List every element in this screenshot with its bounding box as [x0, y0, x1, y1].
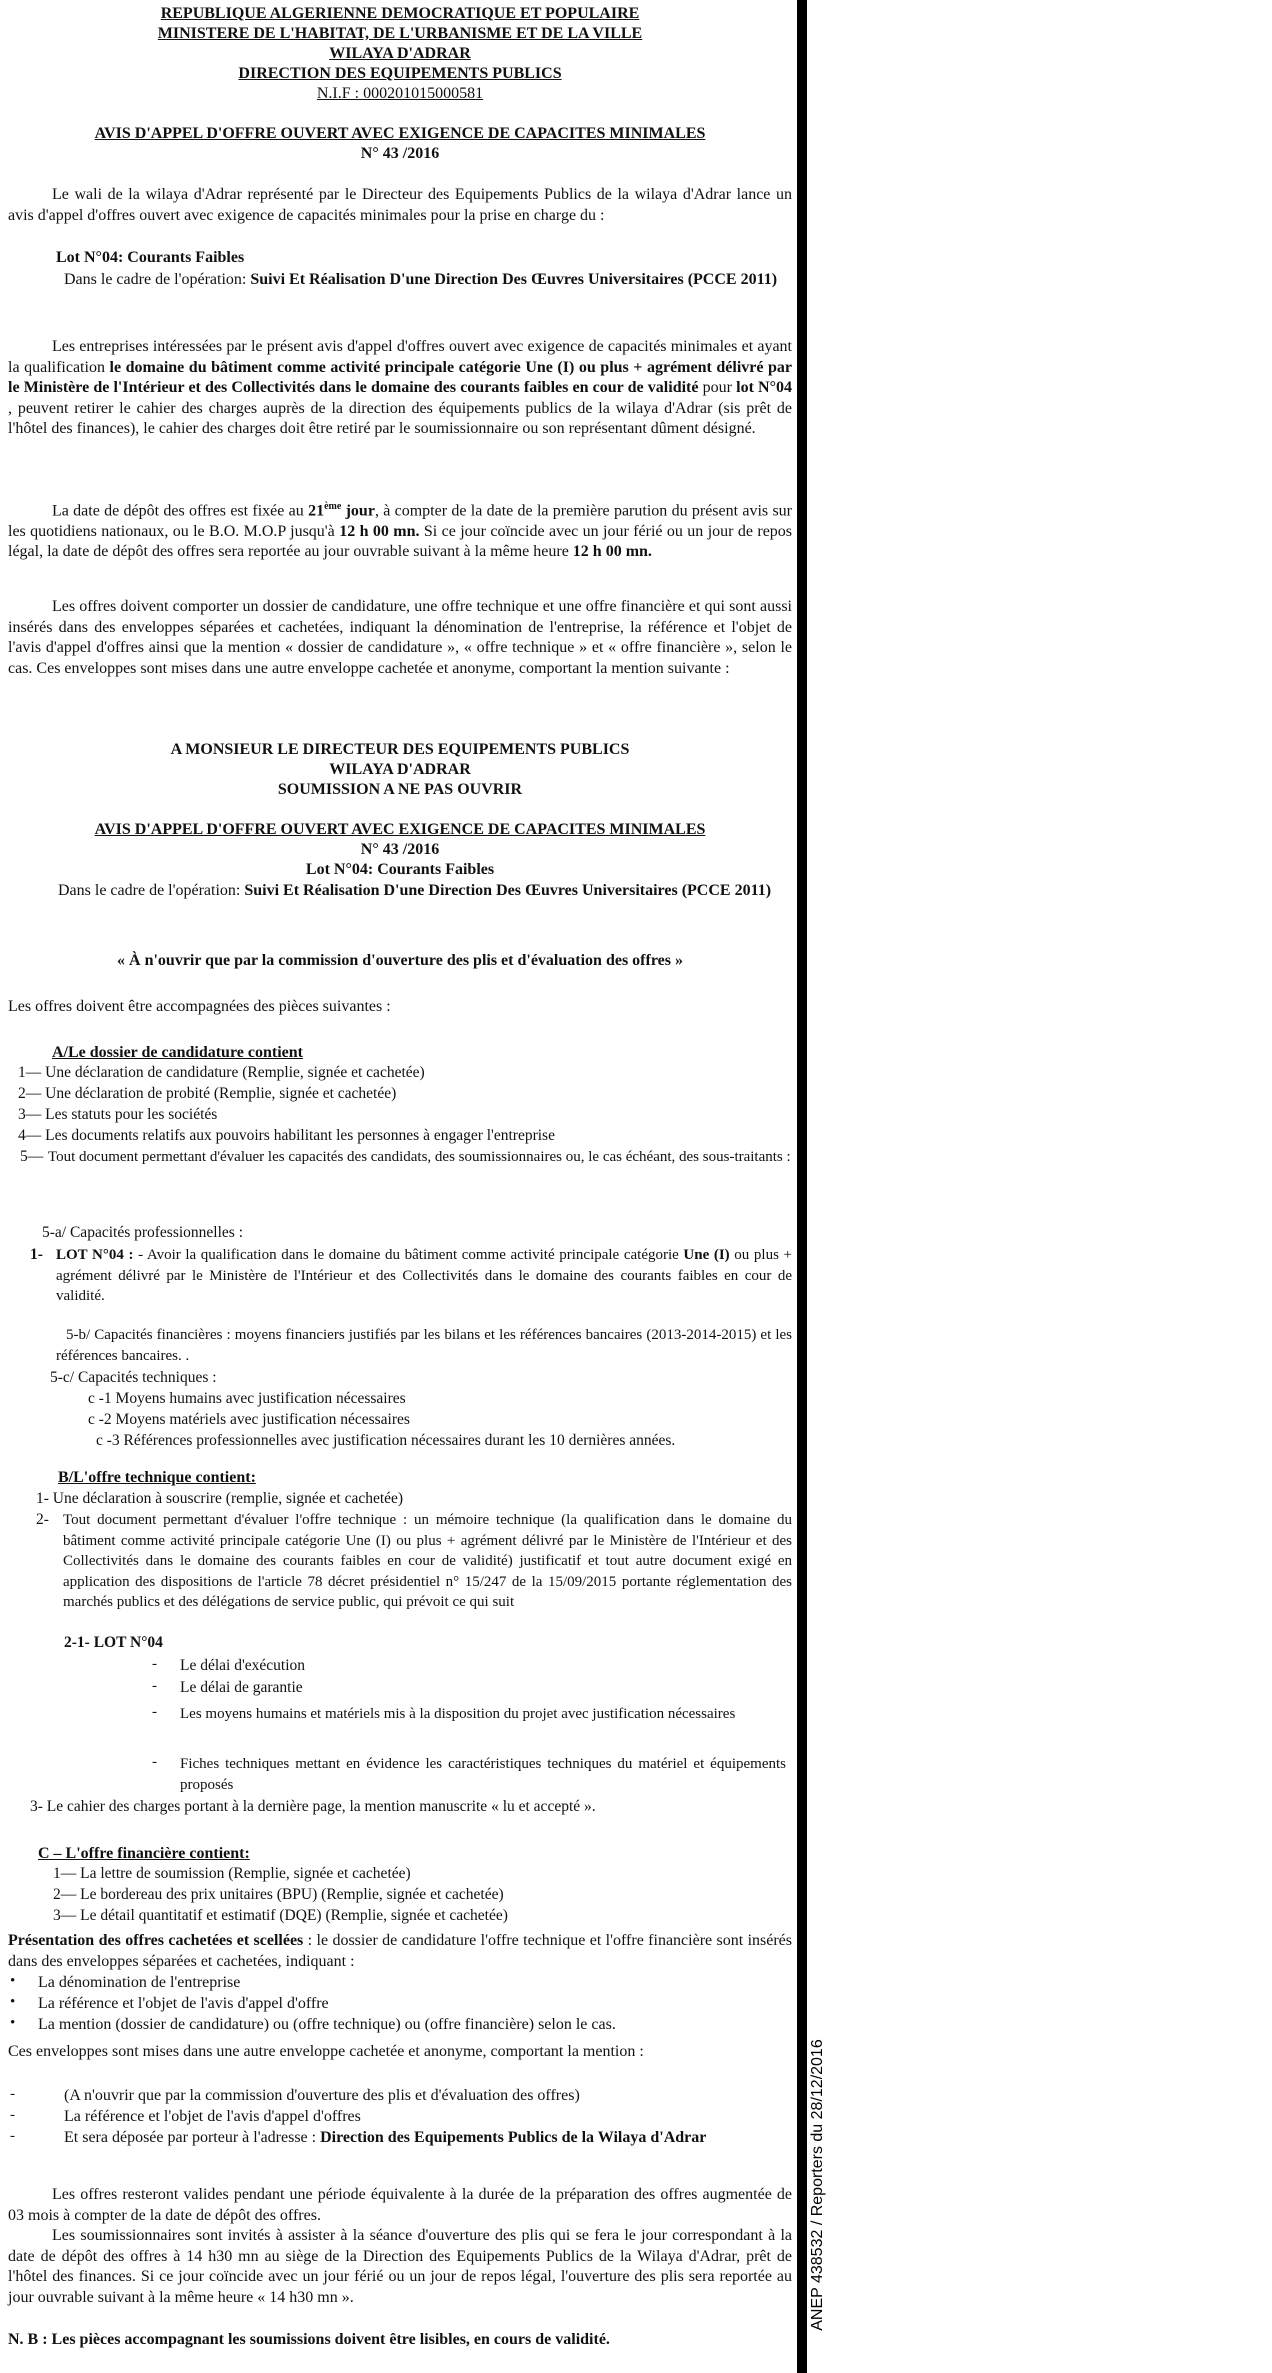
paragraph-entreprises [8, 337, 792, 440]
entreprises-e: , peuvent retirer le cahier des charges auprès de la direction des équipements publics de la wilaya d'Adrar (sis prêt de l'hôtel des finances), le cahier des charges doit être retiré par le soumissionnaire ou son représentant dûment désigné. [8, 399, 792, 437]
section-b-bullet: Fiches techniques mettant en évidence les caractéristiques techniques du matériel et équipements proposés [180, 1756, 786, 1793]
header-ministry: MINISTERE DE L'HABITAT, DE L'URBANISME ET DE LA VILLE [157, 25, 643, 42]
envelope-line2: WILAYA D'ADRAR [329, 761, 471, 778]
section-b-bullet: Le délai de garantie [180, 1679, 303, 1696]
seance-paragraph: Les soumissionnaires sont invités à assister à la séance d'ouverture des plis qui se fera le jour correspondant à la date de dépôt des offres à 14 h30 mn au siège de la Direction des Equipements Publics de la Wilaya d'Adrar, prêt de l'hôtel des finances. Si ce jour coïncide avec un jour férié ou un jour de repos légal, l'ouverture des plis sera reportée au jour ouvrable suivant à la même heure « 14 h30 mn ». [8, 2227, 792, 2306]
section-b-bullet: Les moyens humains et matériels mis à la disposition du projet avec justification nécessaires [180, 1706, 736, 1722]
entreprises-c: pour [698, 379, 737, 396]
operation-prefix: Dans le cadre de l'opération: [64, 271, 251, 288]
dash-marker: - [152, 1754, 157, 1770]
lot-label: LOT N°04 : [56, 1247, 134, 1263]
section-b-bullet: Le délai d'exécution [180, 1657, 306, 1674]
presentation-title: Présentation des offres cachetées et scellées [8, 1932, 304, 1949]
dash-marker: - [152, 1704, 157, 1720]
presentation-text: : le dossier de candidature l'offre technique et l'offre financière sont insérés dans des enveloppes séparées et cachetées, indiquant : [8, 1932, 793, 1970]
dash-marker: - [152, 1656, 157, 1672]
side-reference-text: ANEP 438532 / Reporters du 28/12/2016 [809, 2039, 826, 2331]
presentation-dash: (A n'ouvrir que par la commission d'ouverture des plis et d'évaluation des offres) [64, 2087, 580, 2104]
notice-document [8, 0, 792, 2373]
section-a-item: 4— Les documents relatifs aux pouvoirs habilitant les personnes à engager l'entreprise [18, 1127, 555, 1144]
cap-tech-item: c -2 Moyens matériels avec justification nécessaires [88, 1411, 410, 1428]
side-rule [797, 0, 807, 2373]
envelope-operation-prefix: Dans le cadre de l'opération: [58, 882, 245, 899]
entreprises-a: Les entreprises intéressées par le présent avis d'appel d'offres ouvert avec exigence de capacités minimales et ayant la qualification [8, 338, 792, 376]
section-c-item: 3— Le détail quantitatif et estimatif (DQE) (Remplie, signée et cachetée) [53, 1907, 508, 1924]
cap-pro-title: 5-a/ Capacités professionnelles : [42, 1224, 244, 1241]
envelope-operation [8, 881, 792, 902]
header-republic: REPUBLIQUE ALGERIENNE DEMOCRATIQUE ET POPULAIRE [160, 5, 640, 22]
intro-operation [8, 270, 792, 291]
dash-marker: - [10, 2086, 15, 2102]
section-a-item: 2— Une déclaration de probité (Remplie, signée et cachetée) [18, 1085, 397, 1102]
section-b-item1: 1- Une déclaration à souscrire (remplie, signée et cachetée) [36, 1490, 404, 1507]
entreprises-lot: lot N°04 [736, 379, 793, 396]
bullet-marker: • [10, 1994, 16, 2010]
envelope-operation-name: Suivi Et Réalisation D'une Direction Des Œuvres Universitaires (PCCE 2011) [244, 882, 772, 899]
envelope-number: N° 43 /2016 [360, 841, 440, 858]
cap-tech-item: c -3 Références professionnelles avec justification nécessaires durant les 10 dernières années. [96, 1432, 676, 1449]
section-b-subtitle: 2-1- LOT N°04 [64, 1634, 163, 1651]
cap-tech-item: c -1 Moyens humains avec justification nécessaires [88, 1390, 406, 1407]
date-f: Si ce jour coïncide avec un jour férié ou un jour de repos légal, la date de dépôt des offres sera reportée au jour ouvrable suivant à la même heure [8, 522, 793, 561]
lot-text: - Avoir la qualification dans le domaine du bâtiment comme activité principale catégorie [133, 1247, 684, 1263]
envelope-lot: Lot N°04: Courants Faibles [305, 861, 495, 878]
section-a-item: 3— Les statuts pour les sociétés [18, 1106, 218, 1123]
dash-marker: - [10, 2107, 15, 2123]
depose-address: Direction des Equipements Publics de la Wilaya d'Adrar [320, 2129, 707, 2146]
presentation-bullet: La référence et l'objet de l'avis d'appel d'offre [38, 1995, 329, 2012]
date-heure: 12 h 00 mn. [339, 522, 420, 540]
dash-marker: - [152, 1678, 157, 1694]
notice-number: N° 43 /2016 [360, 145, 440, 162]
section-c-item: 1— La lettre de soumission (Remplie, signée et cachetée) [53, 1865, 411, 1882]
intro-lot: Lot N°04: Courants Faibles [56, 249, 245, 266]
nb-note: N. B : Les pièces accompagnant les soumissions doivent être lisibles, en cours de validité. [8, 2331, 610, 2348]
paragraph-date [8, 497, 792, 563]
date-a: La date de dépôt des offres est fixée au [52, 502, 309, 520]
cap-tech-title: 5-c/ Capacités techniques : [50, 1369, 217, 1386]
presentation-bullet: La mention (dossier de candidature) ou (offre technique) ou (offre financière) selon le cas. [38, 2016, 616, 2033]
envelope-avis: AVIS D'APPEL D'OFFRE OUVERT AVEC EXIGENCE DE CAPACITES MINIMALES [94, 821, 706, 838]
date-d: , à compter de la date de la première parution du présent avis sur les quotidiens nationaux, ou le B.O. M.O.P jusqu'à [8, 502, 793, 540]
enveloppes-paragraph: Ces enveloppes sont mises dans une autre enveloppe cachetée et anonyme, comportant la mention : [8, 2043, 644, 2060]
paragraph-offres: Les offres doivent comporter un dossier de candidature, une offre technique et une offre financière et qui sont aussi insérés dans des enveloppes séparées et cachetées, indiquant la dénomination de l'entreprise, la référence et l'objet de l'avis d'appel d'offres ainsi que la mention « dossier de candidature », « offre technique » et « offre financière », selon le cas. Ces enveloppes sont mises dans une autre enveloppe cachetée et anonyme, comportant la mention suivante : [8, 598, 792, 677]
bullet-marker: • [10, 2015, 16, 2031]
depose-paragraph [8, 2128, 792, 2149]
envelope-line1: A MONSIEUR LE DIRECTEUR DES EQUIPEMENTS PUBLICS [170, 741, 630, 758]
side-reference [808, 2000, 828, 2370]
entreprises-qualification: le domaine du bâtiment comme activité principale catégorie Une (I) ou plus + agrément délivré par le Ministère de l'Intérieur et des Collectivités dans le domaine des courants faibles en cour de validité [8, 358, 793, 396]
pieces-intro: Les offres doivent être accompagnées des pièces suivantes : [8, 998, 391, 1015]
intro-paragraph: Le wali de la wilaya d'Adrar représenté par le Directeur des Equipements Publics de la wilaya d'Adrar lance un avis d'appel d'offres ouvert avec exigence de capacités minimales pour la prise en charge du : [8, 186, 792, 224]
header-wilaya: WILAYA D'ADRAR [329, 45, 471, 62]
lot-qualification [56, 1245, 792, 1307]
operation-name: Suivi Et Réalisation D'une Direction Des Œuvres Universitaires (PCCE 2011) [250, 271, 778, 288]
cap-fin: 5-b/ Capacités financières : moyens financiers justifiés par les bilans et les références bancaires (2013-2014-2015) et les références bancaires. . [56, 1327, 792, 1364]
depose-prefix: Et sera déposée par porteur à l'adresse : [64, 2129, 321, 2146]
section-b-item2-number: 2- [36, 1511, 49, 1528]
section-b-title: B/L'offre technique contient: [58, 1469, 256, 1486]
notice-title: AVIS D'APPEL D'OFFRE OUVERT AVEC EXIGENCE DE CAPACITES MINIMALES [94, 125, 706, 142]
section-a-item: 1— Une déclaration de candidature (Remplie, signée et cachetée) [18, 1064, 425, 1081]
date-heure-2: 12 h 00 mn. [572, 543, 652, 561]
header-nif: N.I.F : 000201015000581 [316, 85, 484, 102]
date-sup: ème [324, 501, 342, 512]
validity-paragraph: Les offres resteront valides pendant une période équivalente à la durée de la préparation des offres augmentée de 03 mois à compter de la date de dépôt des offres. [8, 2186, 792, 2224]
lot-text-2: ou plus + agrément délivré par le Ministère de l'Intérieur et des Collectivités dans le domaine des courants faibles en cour de validité. [56, 1247, 792, 1304]
section-a-item5: Tout document permettant d'évaluer les capacités des candidats, des soumissionnaires ou, le cas échéant, des sous-traitants : [48, 1149, 791, 1165]
date-jour: jour [341, 502, 375, 520]
envelope-line3: SOUMISSION A NE PAS OUVRIR [277, 781, 523, 798]
section-a-title: A/Le dossier de candidature contient [52, 1044, 303, 1061]
lot-number: 1- [30, 1246, 43, 1263]
dash-marker: - [10, 2128, 15, 2144]
presentation-bullet: La dénomination de l'entreprise [38, 1974, 241, 1991]
envelope-mention: « À n'ouvrir que par la commission d'ouverture des plis et d'évaluation des offres » [117, 952, 683, 969]
section-c-title: C – L'offre financière contient: [38, 1845, 250, 1862]
presentation-dash: La référence et l'objet de l'avis d'appel d'offres [64, 2108, 361, 2125]
section-b-item3: 3- Le cahier des charges portant à la dernière page, la mention manuscrite « lu et accepté ». [30, 1798, 596, 1815]
section-c-item: 2— Le bordereau des prix unitaires (BPU) (Remplie, signée et cachetée) [53, 1886, 504, 1903]
presentation-paragraph [8, 1931, 792, 1972]
lot-une: Une (I) [683, 1247, 730, 1263]
section-a-item5-number: 5— [20, 1148, 44, 1165]
bullet-marker: • [10, 1973, 16, 1989]
header-direction: DIRECTION DES EQUIPEMENTS PUBLICS [238, 65, 562, 82]
date-b: 21 [308, 502, 325, 520]
section-b-item2: Tout document permettant d'évaluer l'offre technique : un mémoire technique (la qualification dans le domaine du bâtiment comme activité principale catégorie Une (I) ou plus + agrément délivré par le Ministère de l'Intérieur et des Collectivités dans le domaine des courants faibles en cour de validité) justificatif et tout autre document exigé en application des dispositions de l'article 78 décret présidentiel n° 15/247 de la 15/09/2015 portante réglementation des marchés publics et des délégations de service public, qui prévoit ce qui suit [63, 1512, 792, 1610]
